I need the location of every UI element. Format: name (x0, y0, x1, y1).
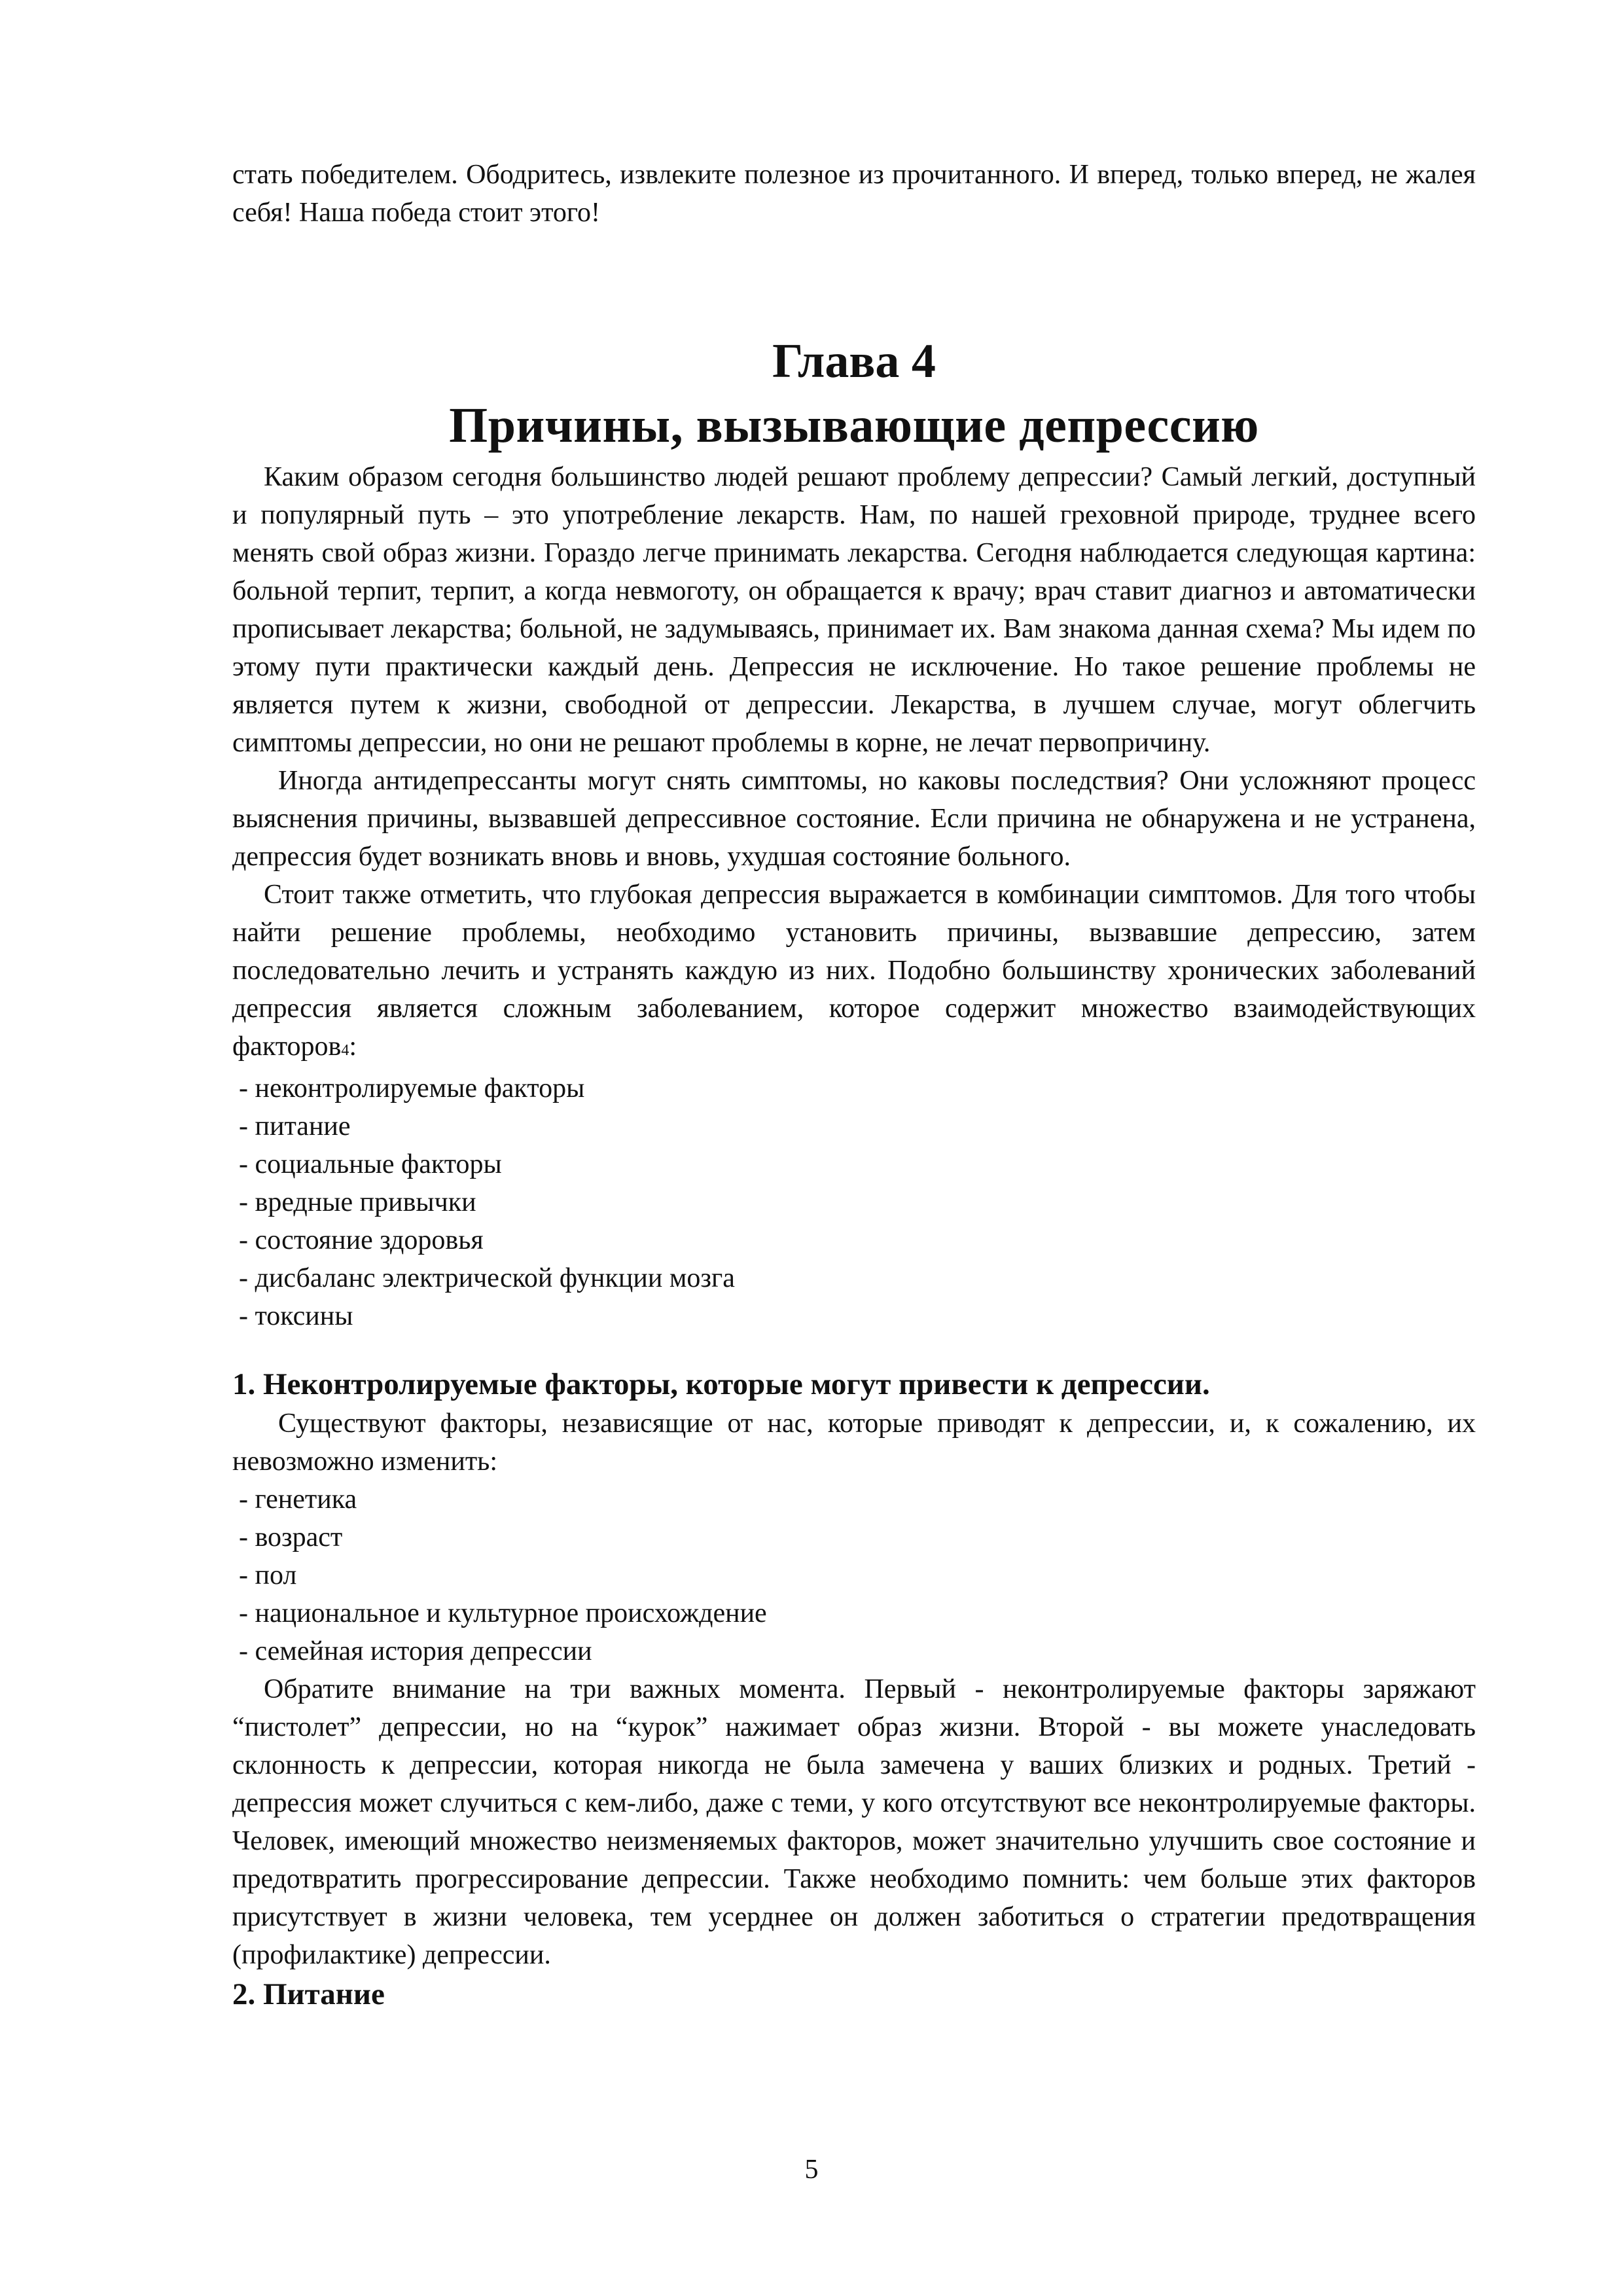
list-item: - национальное и культурное происхождение (239, 1598, 767, 1628)
list-item: - питание (239, 1111, 351, 1141)
intro-paragraph: стать победителем. Ободритесь, извлеките полезное из прочитанного. И вперед, только вперед, не жалея себя! Наша победа стоит этого! (232, 160, 1476, 228)
factors-list (232, 1069, 1476, 1335)
section-2-heading: 2. Питание (232, 1977, 385, 2011)
section-1-intro: Существуют факторы, независящие от нас, которые приводят к депрессии, и, к сожалению, их невозможно изменить: (232, 1408, 1476, 1477)
section-1-heading: 1. Неконтролируемые факторы, которые могут привести к депрессии. (232, 1367, 1210, 1401)
list-item: - вредные привычки (239, 1187, 476, 1217)
list-item: - генетика (239, 1484, 357, 1515)
paragraph-causes-end: : (349, 1031, 357, 1062)
paragraph-causes-text: Стоит также отметить, что глубокая депрессия выражается в комбинации симптомов. Для того чтобы найти решение проблемы, необходимо установить причины, вызвавшие депрессию, затем последовательно лечить и устранять каждую из них. Подобно большинству хронических заболеваний депрессия является сложным заболеванием, которое содержит множество взаимодействующих факторов (232, 880, 1476, 1062)
list-item: - возраст (239, 1522, 343, 1552)
uncontrollable-factors-list (232, 1480, 1476, 1670)
list-item: - пол (239, 1560, 297, 1590)
list-item: - социальные факторы (239, 1149, 502, 1179)
document-page (232, 156, 1476, 2015)
chapter-title: Причины, вызывающие депрессию (449, 398, 1259, 453)
list-item: - неконтролируемые факторы (239, 1073, 585, 1103)
list-item: - состояние здоровья (239, 1225, 484, 1255)
list-item: - токсины (239, 1301, 353, 1331)
paragraph-causes (232, 876, 1476, 1069)
list-item: - дисбаланс электрической функции мозга (239, 1263, 735, 1293)
list-item: - семейная история депрессии (239, 1636, 592, 1666)
paragraph-antidepressants: Иногда антидепрессанты могут снять симптомы, но каковы последствия? Они усложняют процесс выяснения причины, вызвавшей депрессивное состояние. Если причина не обнаружена и не устранена, депрессия будет возникать вновь и вновь, ухудшая состояние больного. (232, 766, 1476, 872)
paragraph-medications: Каким образом сегодня большинство людей решают проблему депрессии? Самый легкий, доступный и популярный путь – это употребление лекарств. Нам, по нашей греховной природе, труднее всего менять свой образ жизни. Гораздо легче принимать лекарства. Сегодня наблюдается следующая картина: больной терпит, терпит, а когда невмоготу, он обращается к врачу; врач ставит диагноз и автоматически прописывает лекарства; больной, не задумываясь, принимает их. Вам знакома данная схема? Мы идем по этому пути практически каждый день. Депрессия не исключение. Но такое решение проблемы не является путем к жизни, свободной от депрессии. Лекарства, в лучшем случае, могут облегчить симптомы депрессии, но они не решают проблемы в корне, не лечат первопричину. (232, 462, 1476, 758)
page-number: 5 (804, 2155, 819, 2185)
chapter-number: Глава 4 (772, 334, 936, 388)
footnote-marker: 4 (341, 1042, 349, 1059)
section-1-body: Обратите внимание на три важных момента. Первый - неконтролируемые факторы заряжают “пистолет” депрессии, но на “курок” нажимает образ жизни. Второй - вы можете унаследовать склонность к депрессии, которая никогда не была замечена у ваших близких и родных. Третий - депрессия может случиться с кем-либо, даже с теми, у кого отсутствуют все неконтролируемые факторы. Человек, имеющий множество неизменяемых факторов, может значительно улучшить свое состояние и предотвратить прогрессирование депрессии. Также необходимо помнить: чем больше этих факторов присутствует в жизни человека, тем усерднее он должен заботиться о стратегии предотвращения (профилактике) депрессии. (232, 1674, 1476, 1970)
